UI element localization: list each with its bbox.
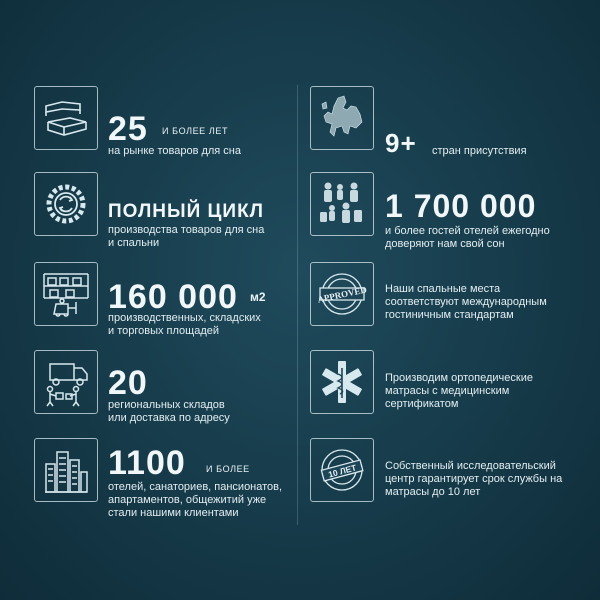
column-divider [297, 85, 298, 525]
ortho-line1: Производим ортопедические [385, 372, 533, 384]
countries-text: стран присутствия [432, 145, 527, 157]
years-number: 25 [108, 110, 148, 148]
warranty-line1: Собственный исследовательский [385, 460, 556, 472]
guests-line2: доверяют нам свой сон [385, 238, 505, 250]
full-cycle-line1: производства товаров для сна [108, 224, 265, 236]
full-cycle-line2: и спальни [108, 237, 160, 249]
warehouses-line2: или доставка по адресу [108, 412, 230, 424]
standards-line1: Наши спальные места [385, 283, 501, 295]
warehouse-icon [34, 262, 98, 326]
approved-stamp-text: APPROVED [316, 284, 368, 305]
guests-line1: и более гостей отелей ежегодно [385, 225, 550, 237]
warranty-line2: центр гарантирует срок службы на [385, 473, 563, 485]
area-unit: м2 [250, 290, 266, 304]
furniture-icon [34, 86, 98, 150]
full-cycle-title: ПОЛНЫЙ ЦИКЛ [108, 201, 265, 222]
delivery-truck-icon [34, 350, 98, 414]
area-line1: производственных, складских [108, 312, 261, 324]
guests-number: 1 700 000 [385, 188, 537, 224]
warranty-stamp-icon [310, 438, 374, 502]
area-number: 160 000 [108, 278, 238, 316]
medical-star-icon [310, 350, 374, 414]
ortho-line2: матрасы с медицинским [385, 385, 510, 397]
europe-map-icon [310, 86, 374, 150]
gear-cycle-icon [34, 172, 98, 236]
warehouses-number: 20 [108, 364, 148, 402]
clients-line2: апартаментов, общежитий уже [108, 494, 267, 506]
approved-stamp-icon [310, 262, 374, 326]
clients-line3: стали нашими клиентами [108, 507, 239, 519]
years-text: на рынке товаров для сна [108, 145, 242, 157]
ortho-line3: сертификатом [385, 398, 459, 410]
clients-number: 1100 [108, 444, 186, 482]
area-line2: и торговых площадей [108, 325, 220, 337]
years-suffix: И БОЛЕЕ ЛЕТ [162, 126, 229, 136]
standards-line3: гостиничным стандартам [385, 309, 514, 321]
clients-line1: отелей, санаториев, пансионатов, [108, 481, 283, 493]
standards-line2: соответствуют международным [385, 296, 547, 308]
warehouses-line1: региональных складов [108, 399, 225, 411]
countries-number: 9+ [385, 128, 417, 158]
warranty-line3: матрасы до 10 лет [385, 486, 481, 498]
city-buildings-icon [34, 438, 98, 502]
clients-suffix: И БОЛЕЕ [206, 464, 250, 474]
family-guests-icon [310, 172, 374, 236]
warranty-stamp-text: 10 ЛЕТ [327, 462, 358, 480]
